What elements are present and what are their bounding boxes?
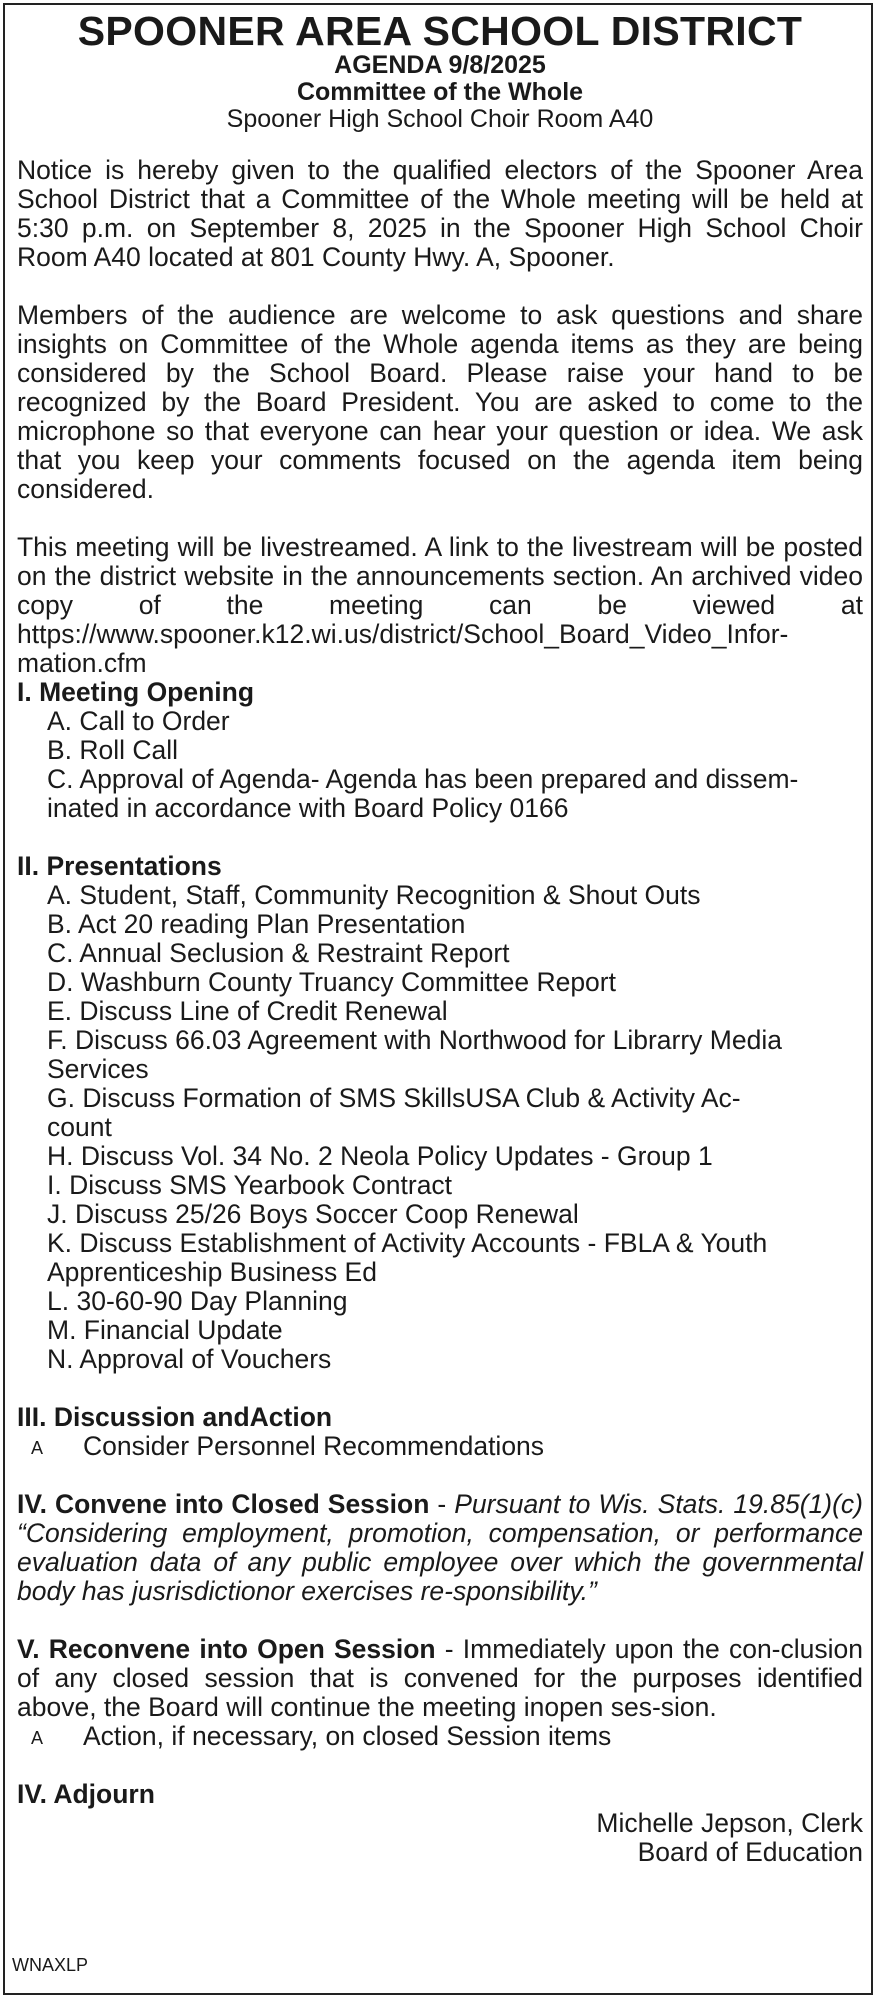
agenda-item: F. Discuss 66.03 Agreement with Northwood for Librarry Media xyxy=(47,1025,782,1055)
audience-paragraph: Members of the audience are welcome to ask questions and share insights on Committee of the Whole agenda items as they are being considered by the School Board. Please raise your hand to be recognized by the Board President. You are asked to come to the microphone so that everyone can hear your question or idea. We ask that you keep your comments focused on the agenda item being considered. xyxy=(17,300,863,504)
signature-block xyxy=(17,1809,863,1867)
section-adjourn: IV. Adjourn xyxy=(17,1779,155,1809)
agenda-item-continuation: Services xyxy=(47,1054,149,1084)
district-title: SPOONER AREA SCHOOL DISTRICT xyxy=(77,8,803,54)
agenda-item: B. Roll Call xyxy=(47,735,179,765)
agenda-item-continuation: inated in accordance with Board Policy 0166 xyxy=(47,793,569,823)
notice-frame xyxy=(3,3,873,1995)
agenda-item-continuation: count xyxy=(47,1112,112,1142)
meeting-location: Spooner High School Choir Room A40 xyxy=(226,105,654,133)
item-marker: A xyxy=(31,1728,44,1748)
agenda-item: G. Discuss Formation of SMS SkillsUSA Club & Activity Ac- xyxy=(47,1083,741,1113)
agenda-item: N. Approval of Vouchers xyxy=(47,1344,332,1374)
item-marker: A xyxy=(31,1438,44,1458)
notice-paragraph: Notice is hereby given to the qualified electors of the Spooner Area School District that a Committee of the Whole meeting will be held at 5:30 p.m. on September 8, 2025 in the Spooner High School Choir Room A40 located at 801 County Hwy. A, Spooner. xyxy=(17,155,863,272)
section-text: - Immediately upon the con-clusion of any closed session that is convened for the purposes identified above, the Board will continue the meeting inopen ses-sion. xyxy=(17,1634,863,1722)
header xyxy=(17,8,863,133)
agenda-item: H. Discuss Vol. 34 No. 2 Neola Policy Updates - Group 1 xyxy=(47,1141,713,1171)
agenda-item: A. Call to Order xyxy=(47,706,230,736)
agenda-item: L. 30-60-90 Day Planning xyxy=(47,1286,348,1316)
section-dash: - xyxy=(429,1489,455,1519)
section-open-session xyxy=(17,1635,863,1751)
section-text: Pursuant to Wis. Stats. 19.85(1)(c) “Considering employment, promotion, compensation, or performance evaluation data of any public employee over which the governmental body has jusrisdictionor exercises re-sponsibility.” xyxy=(17,1489,863,1606)
footer-code: WNAXLP xyxy=(12,1955,89,1975)
section-meeting-opening xyxy=(17,678,863,823)
agenda-item: E. Discuss Line of Credit Renewal xyxy=(47,996,448,1026)
agenda-item xyxy=(17,1722,863,1751)
livestream-paragraph: This meeting will be livestreamed. A link to the livestream will be posted on the district website in the announcements section. An archived video copy of the meeting can be viewed at https://www.spooner.k12.wi.us/district/School_Board_Video_Infor-mation.cfm xyxy=(17,532,863,678)
agenda-item: I. Discuss SMS Yearbook Contract xyxy=(47,1170,453,1200)
committee-title: Committee of the Whole xyxy=(296,78,584,106)
signature-board: Board of Education xyxy=(637,1837,863,1867)
item-text: Consider Personnel Recommendations xyxy=(83,1431,545,1461)
agenda-item: J. Discuss 25/26 Boys Soccer Coop Renewal xyxy=(47,1199,579,1229)
section-title: I. Meeting Opening xyxy=(17,677,255,707)
agenda-item: C. Approval of Agenda- Agenda has been prepared and dissem- xyxy=(47,764,799,794)
section-title: II. Presentations xyxy=(17,851,222,881)
agenda-item: A. Student, Staff, Community Recognition & Shout Outs xyxy=(47,880,701,910)
agenda-item: M. Financial Update xyxy=(47,1315,283,1345)
signature-name: Michelle Jepson, Clerk xyxy=(596,1808,863,1838)
section-title: V. Reconvene into Open Session xyxy=(17,1634,436,1664)
section-title: III. Discussion andAction xyxy=(17,1402,333,1432)
section-discussion-action xyxy=(17,1403,863,1461)
agenda-item: D. Washburn County Truancy Committee Report xyxy=(47,967,616,997)
agenda-item-continuation: Apprenticeship Business Ed xyxy=(47,1257,377,1287)
section-closed-session xyxy=(17,1490,863,1606)
section-body xyxy=(17,1635,863,1722)
agenda-item: C. Annual Seclusion & Restraint Report xyxy=(47,938,510,968)
agenda-item xyxy=(17,1432,863,1461)
agenda-item: B. Act 20 reading Plan Presentation xyxy=(47,909,466,939)
section-presentations xyxy=(17,852,863,1374)
notice-content xyxy=(17,5,863,1867)
section-title: IV. Convene into Closed Session xyxy=(17,1489,430,1519)
agenda-date: AGENDA 9/8/2025 xyxy=(334,51,546,79)
agenda-item: K. Discuss Establishment of Activity Accounts - FBLA & Youth xyxy=(47,1228,768,1258)
item-text: Action, if necessary, on closed Session items xyxy=(83,1721,612,1751)
